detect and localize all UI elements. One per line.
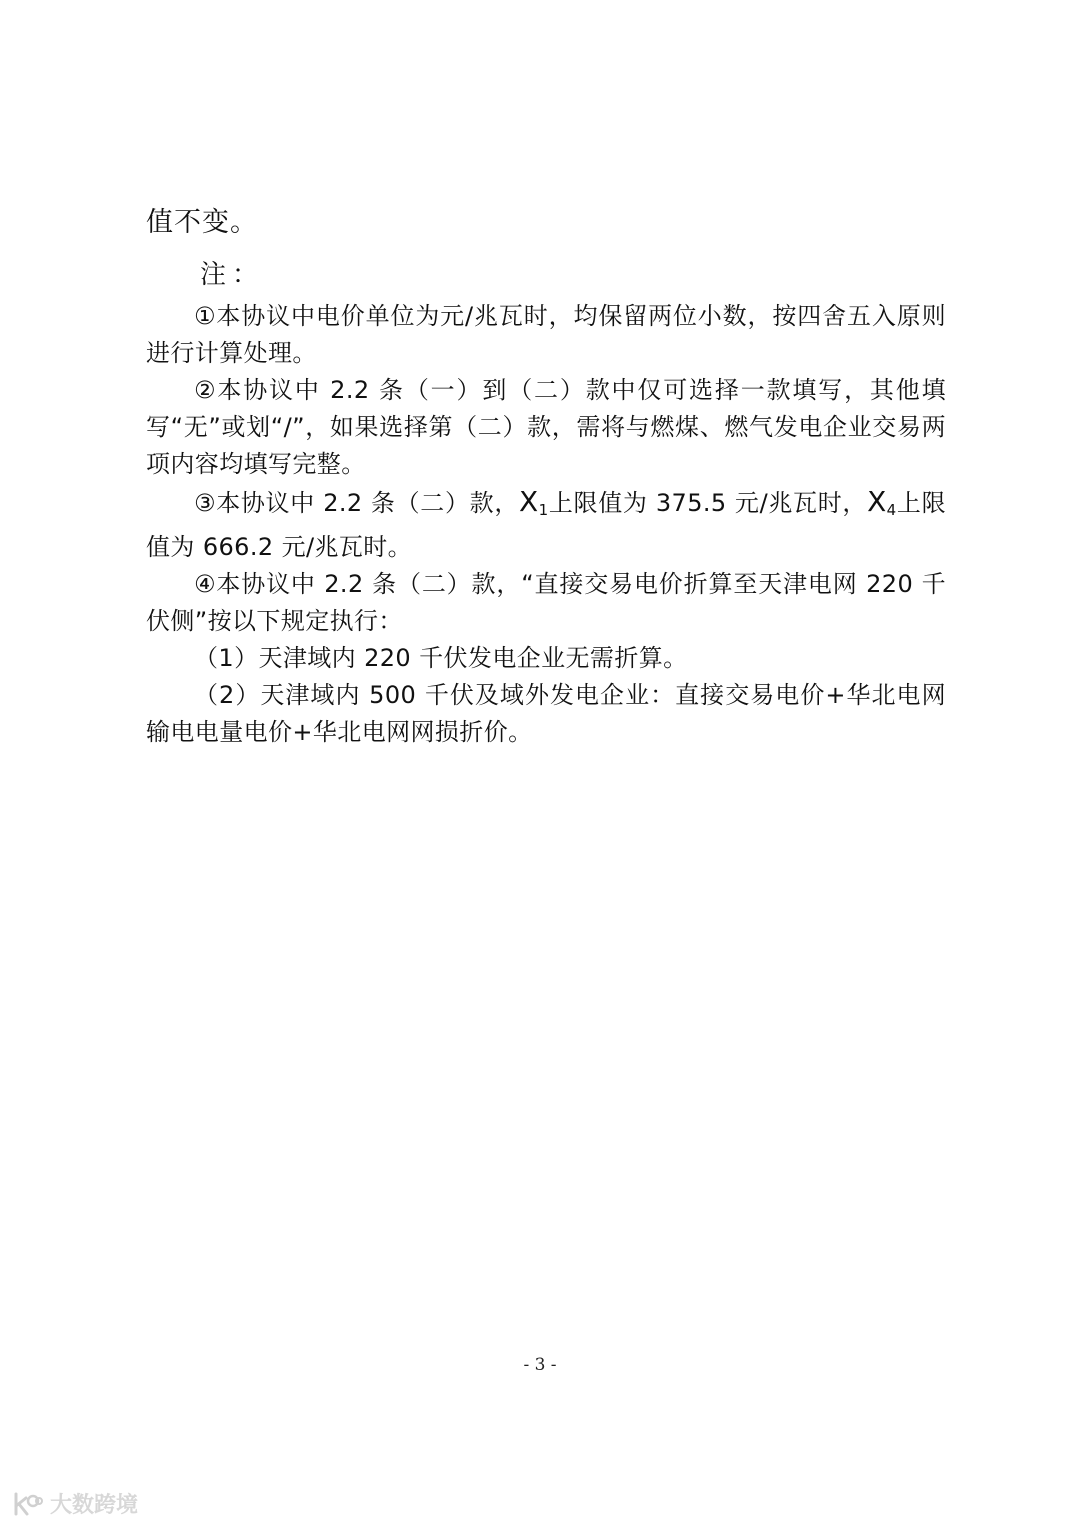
note-4: ④本协议中 2.2 条（二）款，“直接交易电价折算至天津电网 220 千伏侧”按以下规定执行：	[146, 570, 946, 635]
page-number: - 3 -	[523, 1355, 557, 1375]
x4-subscript: 4	[886, 501, 897, 519]
note-3-mid: 上限值为 375.5 元/兆瓦时，	[548, 489, 868, 517]
watermark-logo-icon	[10, 1490, 44, 1518]
notes-block	[146, 298, 946, 751]
note-1: ①本协议中电价单位为元/兆瓦时，均保留两位小数，按四舍五入原则进行计算处理。	[146, 302, 946, 367]
note-3	[146, 483, 946, 566]
note-4-item-2: （2）天津域内 500 千伏及域外发电企业：直接交易电价+华北电网输电电量电价+华北电网网损折价。	[146, 681, 946, 746]
note-heading: 注：	[200, 260, 265, 290]
note-4-item-1: （1）天津域内 220 千伏发电企业无需折算。	[194, 644, 688, 672]
watermark-text: 大数跨境	[50, 1493, 139, 1518]
x4-symbol: X	[867, 485, 887, 518]
x1-symbol: X	[519, 485, 539, 518]
watermark	[10, 1488, 138, 1519]
note-3-prefix: ③本协议中 2.2 条（二）款，	[194, 489, 520, 517]
note-2: ②本协议中 2.2 条（一）到（二）款中仅可选择一款填写，其他填写“无”或划“/”，如果选择第（二）款，需将与燃煤、燃气发电企业交易两项内容均填写完整。	[146, 376, 946, 478]
x1-subscript: 1	[538, 501, 549, 519]
continuation-text: 值不变。	[146, 207, 258, 238]
note-3-suffix: 上限值为 666.2 元/兆瓦时。	[146, 489, 946, 561]
